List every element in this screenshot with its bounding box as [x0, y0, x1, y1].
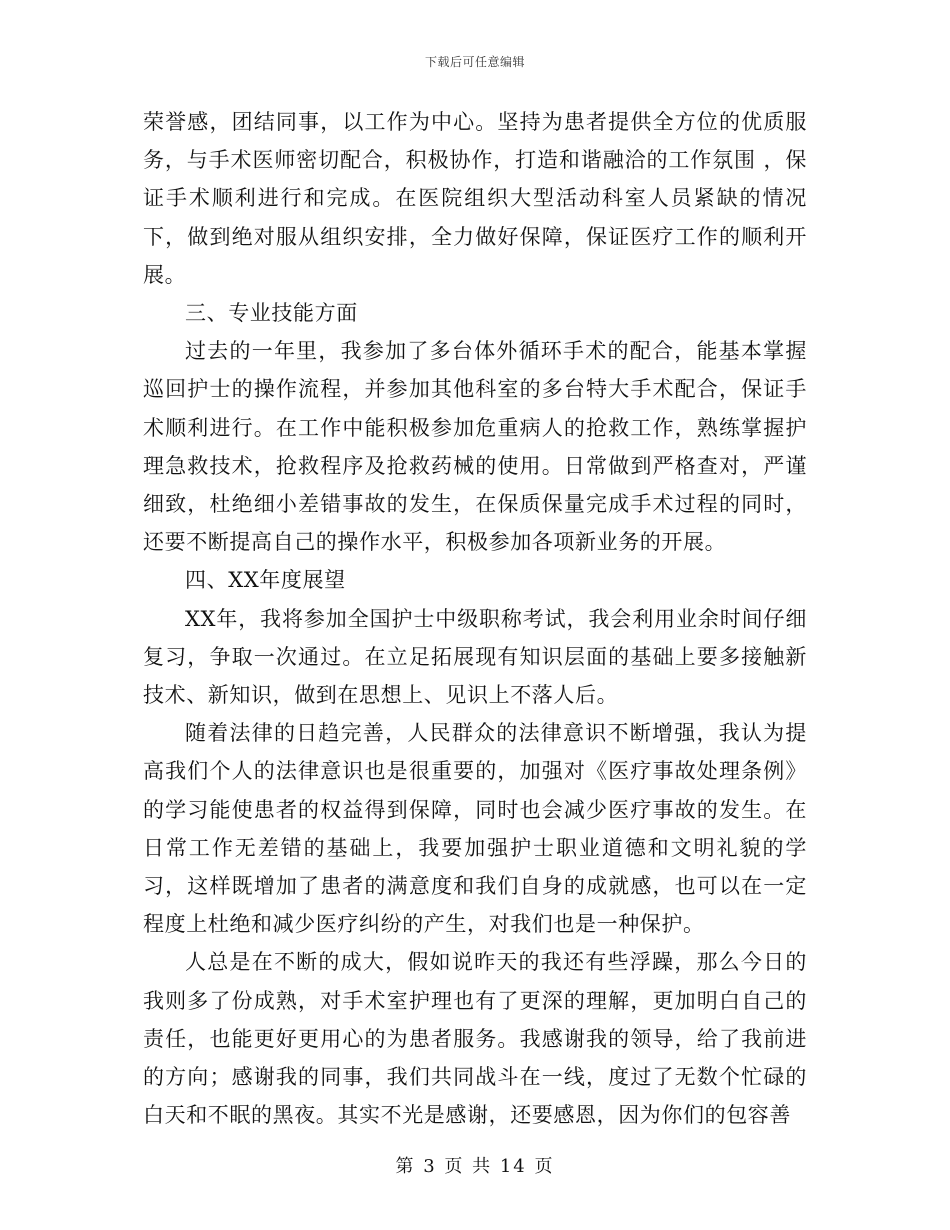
page-number-footer: 第 3 页 共 14 页 [395, 1156, 555, 1177]
section-heading-professional-skills: 三、专业技能方面 [185, 301, 358, 326]
paragraph-gratitude: 人总是在不断的成大，假如说昨天的我还有些浮躁，那么今日的我则多了份成熟，对手术室护理也有了更深的理解，更加明白自己的责任，也能更好更用心的为患者服务。我感谢我的领导，给了我前进的方向；感谢我的同事，我们共同战斗在一线，度过了无数个忙碌的白天和不眠的黑夜。其实不光是感谢，还要感恩，因为你们的包容善 [143, 950, 807, 1128]
section-heading-annual-outlook: 四、XX年度展望 [185, 568, 346, 593]
paragraph-legal-awareness: 随着法律的日趋完善，人民群众的法律意识不断增强，我认为提高我们个人的法律意识也是很重要的，加强对《医疗事故处理条例》的学习能使患者的权益得到保障，同时也会减少医疗事故的发生。在日常工作无差错的基础上，我要加强护士职业道德和文明礼貌的学习，这样既增加了患者的满意度和我们自身的成就感，也可以在一定程度上杜绝和减少医疗纠纷的产生，对我们也是一种保护。 [143, 721, 807, 937]
paragraph-professional-skills: 过去的一年里，我参加了多台体外循环手术的配合，能基本掌握巡回护士的操作流程，并参加其他科室的多台特大手术配合，保证手术顺利进行。在工作中能积极参加危重病人的抢救工作，熟练掌握护理急救技术，抢救程序及抢救药械的使用。日常做到严格查对，严谨细致，杜绝细小差错事故的发生，在保质保量完成手术过程的同时，还要不断提高自己的操作水平，积极参加各项新业务的开展。 [143, 339, 807, 555]
page-header: 下载后可任意编辑 [424, 55, 525, 69]
paragraph-continuation: 荣誉感，团结同事，以工作为中心。坚持为患者提供全方位的优质服务，与手术医师密切配合，积极协作，打造和谐融洽的工作氛围 ，保证手术顺利进行和完成。在医院组织大型活动科室人员紧缺的情况下，做到绝对服从组织安排，全力做好保障，保证医疗工作的顺利开展。 [143, 110, 807, 287]
paragraph-annual-outlook: XX年，我将参加全国护士中级职称考试，我会利用业余时间仔细复习，争取一次通过。在立足拓展现有知识层面的基础上要多接触新技术、新知识，做到在思想上、见识上不落人后。 [143, 606, 807, 708]
document-body [143, 103, 807, 1134]
